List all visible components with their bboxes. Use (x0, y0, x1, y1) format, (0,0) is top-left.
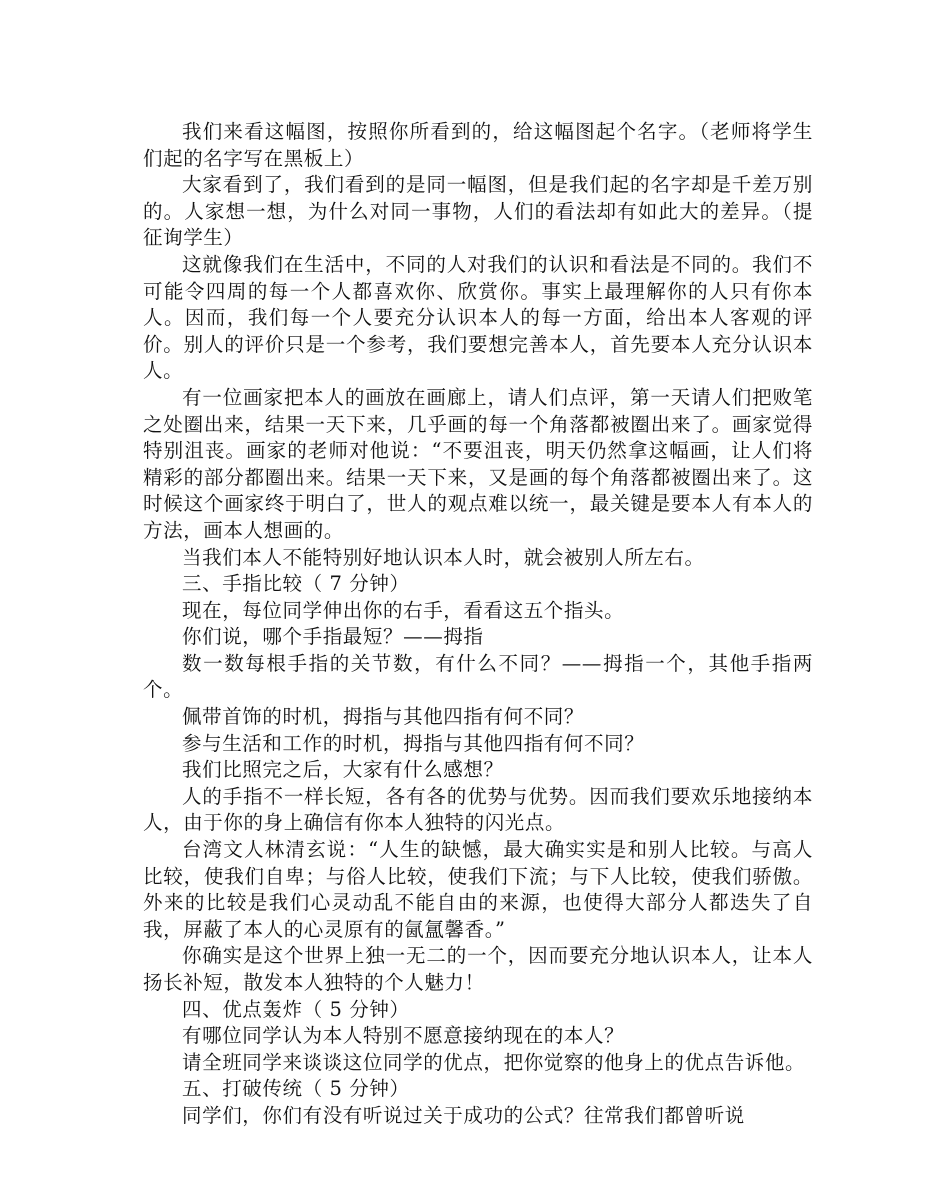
paragraph-5: 当我们本人不能特别好地认识本人时，就会被别人所左右。 (182, 545, 705, 569)
section-heading-4: 四、优点轰炸（ 5 分钟） (182, 997, 410, 1021)
paragraph-18: 请全班同学来谈谈这位同学的优点，把你觉察的他身上的优点告诉他。 (182, 1050, 806, 1074)
document-page (143, 119, 813, 1130)
paragraph-3: 这就像我们在生活中，不同的人对我们的认识和看法是不同的。我们不可能令四周的每一个人都喜欢你、欣赏你。事实上最理解你的人只有你本人。因而，我们每一个人要充分认识本人的每一方面，给出本人客观的评价。别人的评价只是一个参考，我们要想完善本人，首先要本人充分认识本人。 (143, 252, 813, 383)
paragraph-13: 人的手指不一样长短，各有各的优势与优势。因而我们要欢乐地接纳本人，由于你的身上确信有你本人独特的闪光点。 (143, 784, 813, 835)
paragraph-15: 你确实是这个世界上独一无二的一个，因而要充分地认识本人，让本人扬长补短，散发本人独特的个人魅力！ (143, 944, 813, 994)
paragraph-11: 参与生活和工作的时机，拇指与其他四指有何不同？ (182, 731, 645, 755)
paragraph-7: 现在，每位同学伸出你的右手，看看这五个指头。 (182, 598, 625, 622)
paragraph-14: 台湾文人林清玄说：“人生的缺憾，最大确实实是和别人比较。与高人比较，使我们自卑；与俗人比较，使我们下流；与下人比较，使我们骄傲。外来的比较是我们心灵动乱不能自由的来源，也使得大部分人都迭失了自我，屏蔽了本人的心灵原有的氤氲馨香。” (143, 838, 813, 941)
paragraph-12: 我们比照完之后，大家有什么感想？ (182, 758, 504, 782)
paragraph-17: 有哪位同学认为本人特别不愿意接纳现在的本人？ (182, 1024, 625, 1048)
section-heading-3: 三、手指比较（ 7 分钟） (182, 572, 410, 596)
section-heading-5: 五、打破传统（ 5 分钟） (182, 1077, 410, 1101)
paragraph-8: 你们说，哪个手指最短？——拇指 (182, 625, 484, 649)
paragraph-1: 我们来看这幅图，按照你所看到的，给这幅图起个名字。（老师将学生们起的名字写在黑板上） (143, 120, 813, 170)
paragraph-9: 数一数每根手指的关节数，有什么不同？——拇指一个，其他手指两个。 (143, 651, 813, 702)
paragraph-10: 佩带首饰的时机，拇指与其他四指有何不同？ (182, 705, 585, 729)
paragraph-4: 有一位画家把本人的画放在画廊上，请人们点评，第一天请人们把败笔之处圈出来，结果一天下来，几乎画的每一个角落都被圈出来了。画家觉得特别沮丧。画家的老师对他说：“不要沮丧，明天仍然拿这幅画，让人们将精彩的部分都圈出来。结果一天下来，又是画的每个角落都被圈出来了。这时候这个画家终于明白了，世人的观点难以统一，最关键是要本人有本人的方法，画本人想画的。 (143, 385, 813, 542)
paragraph-20: 同学们，你们有没有听说过关于成功的公式？往常我们都曾听说 (182, 1103, 745, 1127)
paragraph-2: 大家看到了，我们看到的是同一幅图，但是我们起的名字却是千差万别的。人家想一想，为什么对同一事物，人们的看法却有如此大的差异。（提征询学生） (143, 173, 813, 250)
